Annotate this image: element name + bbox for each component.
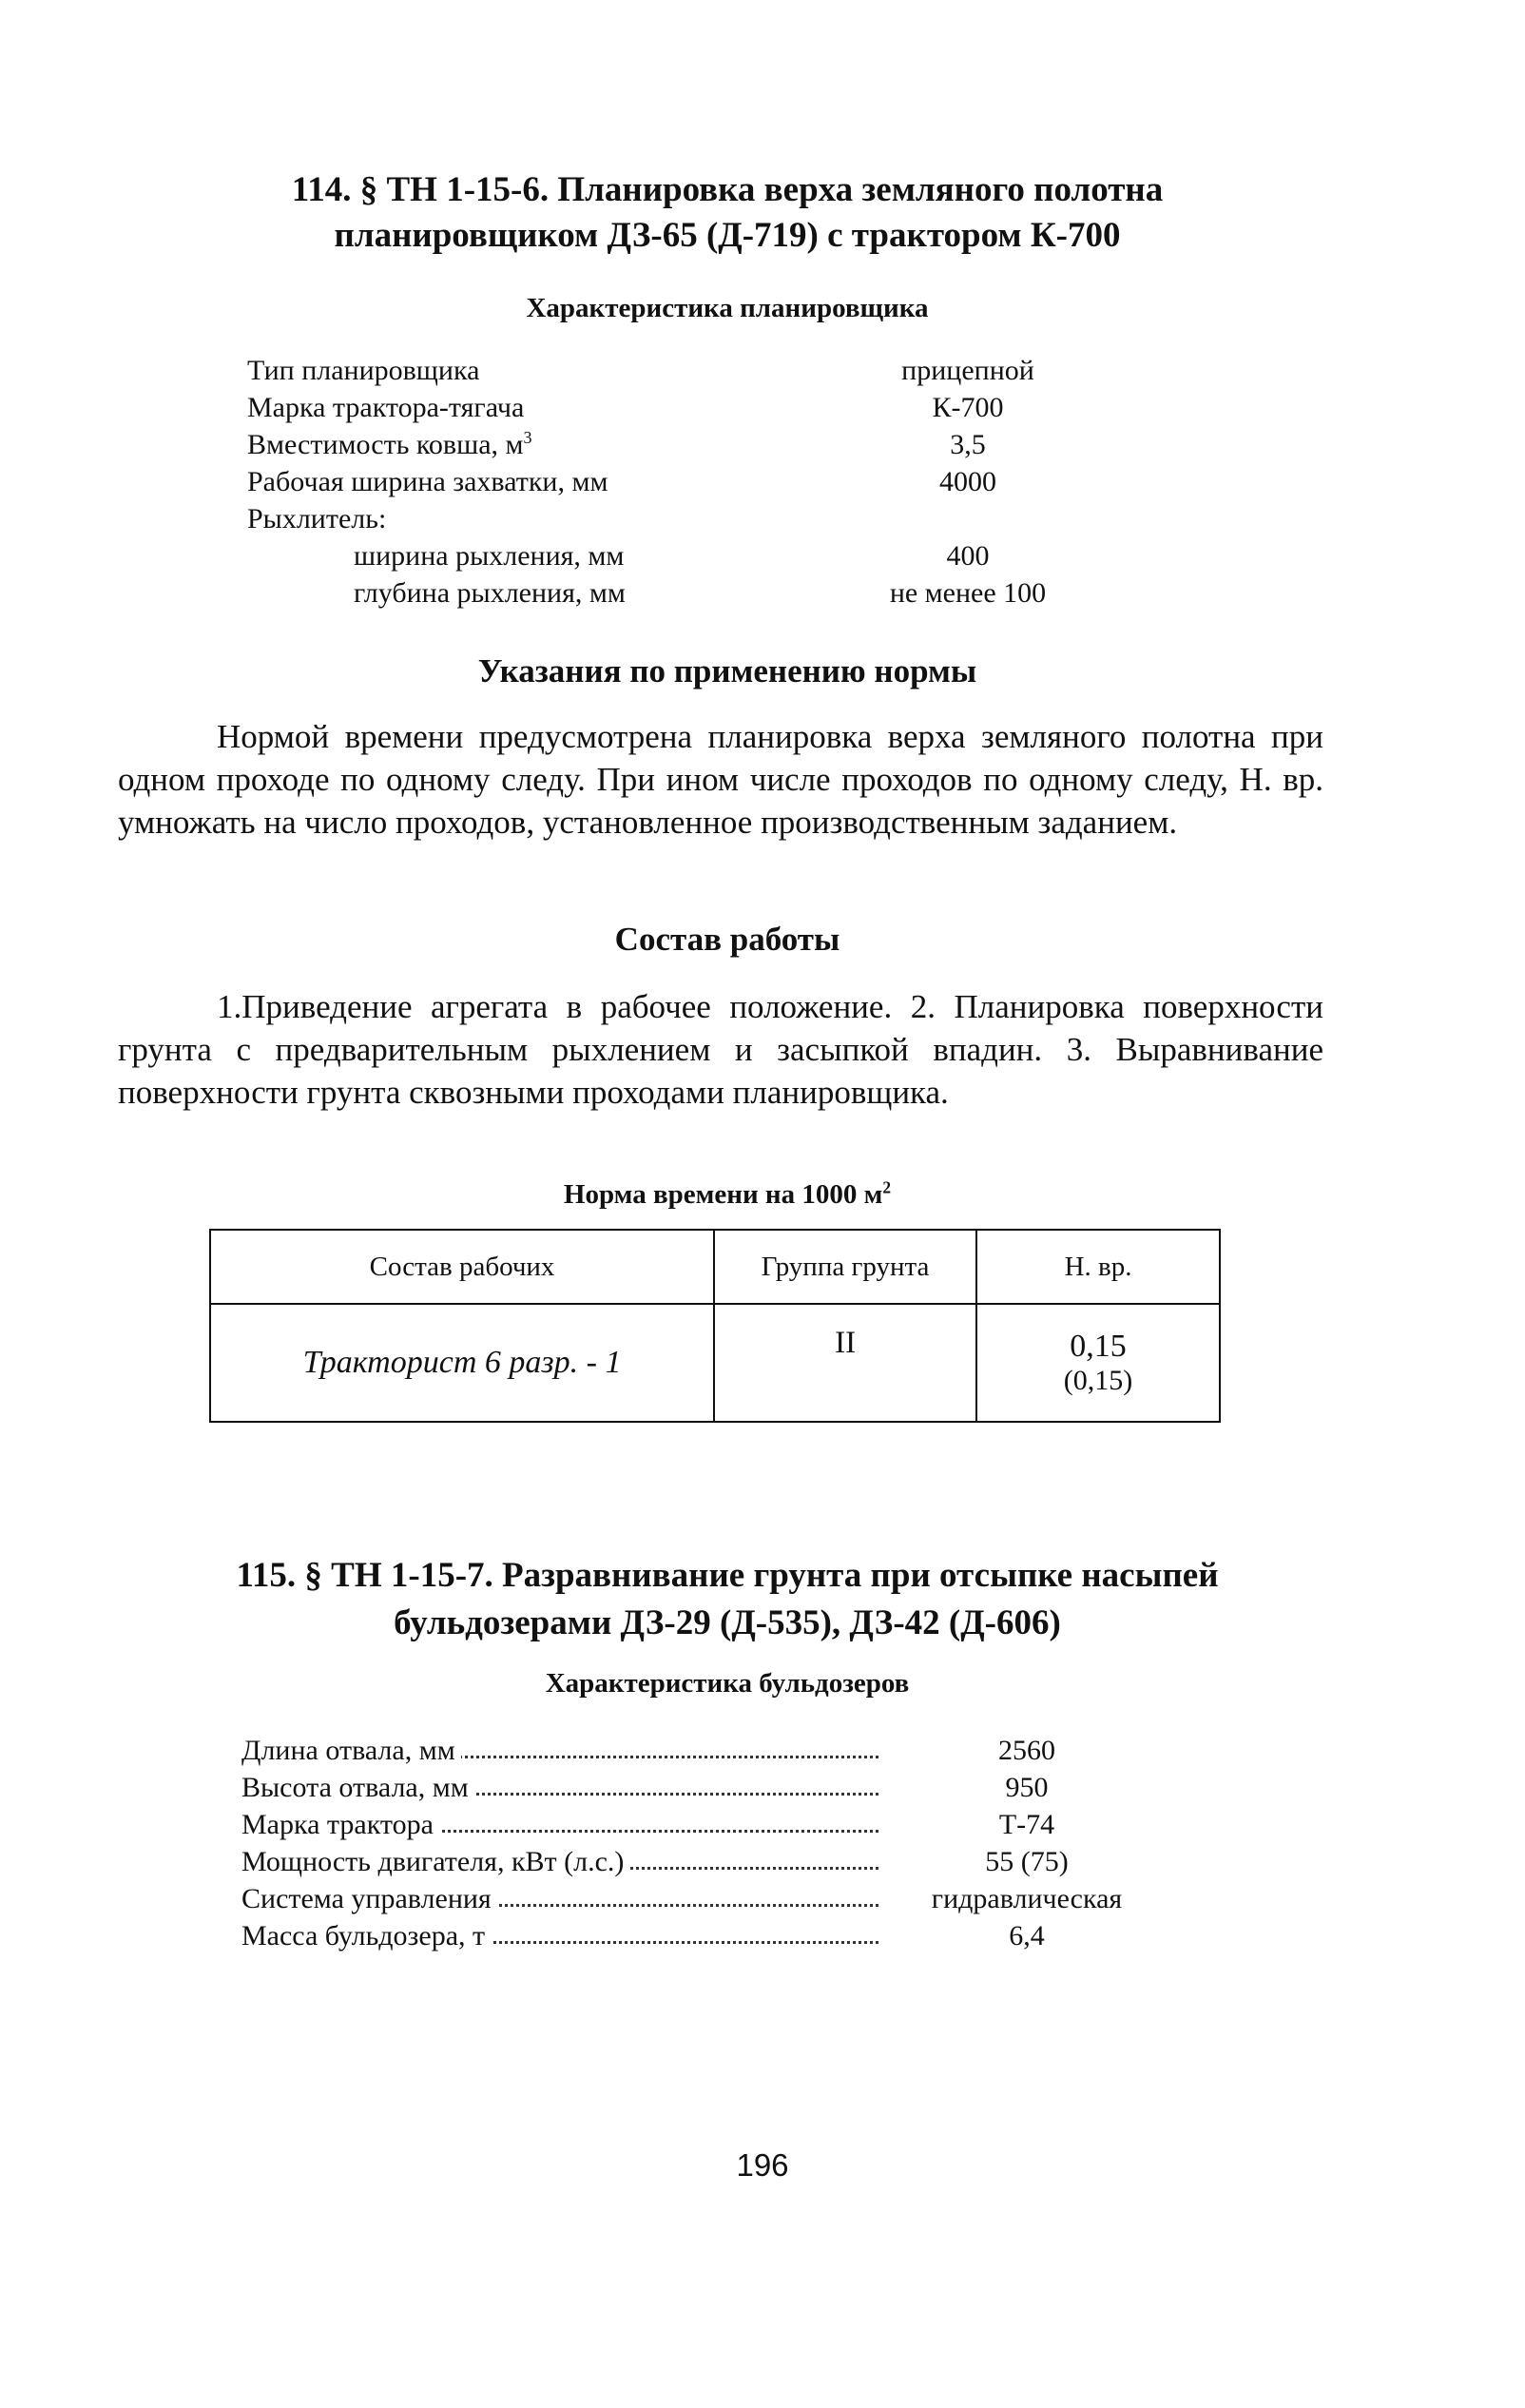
- spec-label: Мощность двигателя, кВт (л.с.): [241, 1846, 629, 1877]
- table-row: [210, 1304, 1220, 1422]
- bulldozer-spec-row: [241, 1846, 878, 1878]
- spec-label: Рыхлитель:: [247, 503, 387, 534]
- bulldozer-spec-row: [241, 1735, 878, 1767]
- norm-title: Норма времени на 1000 $м^2$: [563, 1177, 892, 1210]
- spec-label: Рабочая ширина захватки, мм: [247, 466, 608, 497]
- spec-value: 4000: [939, 466, 996, 497]
- planner-spec-title: Характеристика планировщика: [526, 293, 929, 323]
- bulldozer-spec-row: [241, 1920, 878, 1952]
- spec-label: Тип планировщика: [247, 355, 480, 386]
- section-114-title-line2: планировщиком ДЗ-65 (Д-719) с трактором К-700: [334, 216, 1121, 255]
- spec-label: Система управления: [241, 1883, 497, 1914]
- table-cell-group: II: [714, 1304, 976, 1422]
- bulldozer-spec-row: [241, 1772, 878, 1804]
- bulldozer-spec-row: [241, 1809, 878, 1841]
- spec-value: 55 (75): [985, 1846, 1069, 1877]
- bulldozer-spec-row: [241, 1883, 878, 1915]
- spec-value: 950: [1005, 1772, 1049, 1803]
- spec-value: гидравлическая: [931, 1883, 1123, 1914]
- spec-value: К-700: [932, 392, 1004, 423]
- table-header-cell: Состав рабочих: [210, 1230, 714, 1304]
- section-115-title-line2: бульдозерами ДЗ-29 (Д-535), ДЗ-42 (Д-606): [394, 1603, 1061, 1642]
- norm-value: 0,15: [1070, 1329, 1127, 1364]
- spec-label: Высота отвала, мм: [241, 1772, 474, 1803]
- spec-label: глубина рыхления, мм: [354, 577, 626, 609]
- spec-value: 3,5: [950, 429, 986, 460]
- table-cell-workers: Тракторист 6 разр. - 1: [210, 1304, 714, 1422]
- table-header-cell: Н. вр.: [976, 1230, 1220, 1304]
- table-cell-value: [976, 1304, 1220, 1422]
- section-114-title-line1: 114. § ТН 1-15-6. Планировка верха земляного полотна: [291, 170, 1164, 209]
- spec-value: 2560: [998, 1735, 1055, 1766]
- spec-label: Марка трактора-тягача: [247, 392, 525, 423]
- section-115-title-line1: 115. § ТН 1-15-7. Разравнивание грунта при отсыпке насыпей: [236, 1556, 1219, 1595]
- spec-value: Т-74: [998, 1809, 1055, 1840]
- spec-value: 400: [946, 540, 990, 572]
- norm-table: [209, 1229, 1221, 1423]
- spec-label: Длина отвала, мм: [241, 1735, 461, 1766]
- table-header-cell: Группа грунта: [714, 1230, 976, 1304]
- spec-label: ширина рыхления, мм: [354, 540, 625, 572]
- usage-title: Указания по применению нормы: [477, 652, 977, 689]
- section-114-title: [114, 167, 1341, 259]
- spec-label: Вместимость ковша, $м^3$: [247, 428, 532, 460]
- work-title: Состав работы: [614, 921, 840, 958]
- page-number: 196: [736, 2147, 789, 2183]
- spec-value: не менее 100: [889, 577, 1047, 609]
- section-115-title: [114, 1552, 1341, 1647]
- bulldozer-spec-title: Характеристика бульдозеров: [545, 1668, 910, 1699]
- spec-value: прицепной: [901, 355, 1034, 386]
- spec-value: 6,4: [1009, 1920, 1045, 1952]
- spec-label: Марка трактора: [241, 1809, 439, 1840]
- spec-label: Масса бульдозера, т: [241, 1920, 491, 1952]
- norm-value-alt: (0,15): [1063, 1365, 1133, 1396]
- work-paragraph: 1.Приведение агрегата в рабочее положение. 2. Планировка поверхности грунта с предварительным рыхлением и засыпкой впадин. 3. Выравнивание поверхности грунта сквозными проходами планировщика.: [118, 988, 1323, 1111]
- table-header-row: [210, 1230, 1220, 1304]
- usage-paragraph: Нормой времени предусмотрена планировка верха земляного полотна при одном проходе по одному следу. При ином числе проходов по одному следу, Н. вр. умножать на число проходов, установленное производственным заданием.: [118, 718, 1323, 841]
